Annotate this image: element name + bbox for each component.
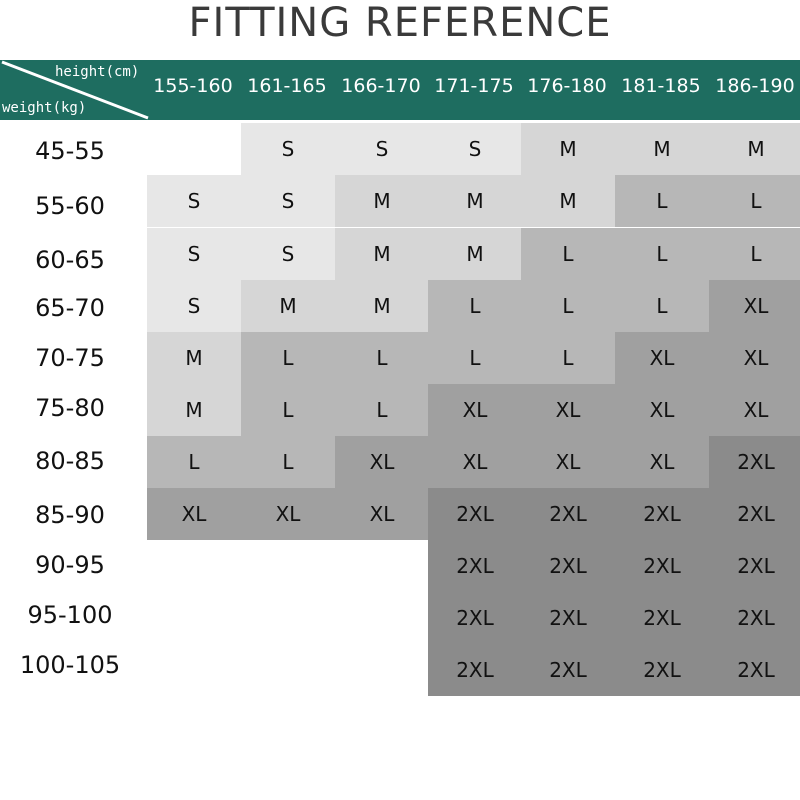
size-cell: 2XL	[521, 540, 615, 592]
weight-axis-label: weight(kg)	[2, 100, 87, 116]
size-cell: 2XL	[428, 540, 522, 592]
size-cell: 2XL	[521, 644, 615, 696]
size-cell: XL	[709, 384, 800, 436]
size-cell: 2XL	[709, 644, 800, 696]
row-label: 85-90	[35, 501, 105, 529]
column-header: 181-185	[621, 75, 701, 97]
size-cell: L	[521, 332, 615, 384]
size-cell: S	[335, 123, 429, 175]
size-cell: L	[521, 280, 615, 332]
size-cell: M	[147, 332, 241, 384]
size-cell: XL	[521, 436, 615, 488]
size-cell: 2XL	[428, 488, 522, 540]
size-cell: S	[241, 123, 335, 175]
column-header: 186-190	[715, 75, 795, 97]
size-cell: M	[521, 123, 615, 175]
size-cell: XL	[521, 384, 615, 436]
column-header: 176-180	[527, 75, 607, 97]
size-cell: 2XL	[428, 644, 522, 696]
column-header: 155-160	[153, 75, 233, 97]
size-cell: L	[709, 228, 800, 280]
size-cell: M	[335, 280, 429, 332]
size-cell: XL	[335, 436, 429, 488]
size-cell: XL	[615, 384, 709, 436]
size-cell: XL	[147, 488, 241, 540]
size-cell: XL	[428, 384, 522, 436]
size-cell: L	[241, 436, 335, 488]
size-cell: 2XL	[615, 592, 709, 644]
size-cell: XL	[428, 436, 522, 488]
size-cell: M	[709, 123, 800, 175]
size-cell: L	[428, 280, 522, 332]
row-label: 65-70	[35, 294, 105, 322]
row-label: 90-95	[35, 551, 105, 579]
row-label: 70-75	[35, 344, 105, 372]
size-cell: M	[615, 123, 709, 175]
size-cell: S	[241, 228, 335, 280]
size-cell: L	[335, 384, 429, 436]
size-cell: S	[147, 228, 241, 280]
height-axis-label: height(cm)	[55, 64, 140, 80]
row-label: 55-60	[35, 192, 105, 220]
row-label: 100-105	[19, 651, 121, 679]
size-cell: S	[147, 175, 241, 227]
row-label: 45-55	[35, 137, 105, 165]
size-cell: M	[428, 175, 522, 227]
size-cell: 2XL	[615, 644, 709, 696]
size-cell: L	[241, 384, 335, 436]
row-label: 95-100	[27, 601, 113, 629]
size-cell: 2XL	[709, 592, 800, 644]
row-label: 80-85	[35, 447, 105, 475]
size-cell: M	[521, 175, 615, 227]
size-cell: 2XL	[521, 592, 615, 644]
size-cell: XL	[241, 488, 335, 540]
size-cell: XL	[335, 488, 429, 540]
size-cell: 2XL	[521, 488, 615, 540]
size-cell: 2XL	[615, 540, 709, 592]
size-cell: XL	[615, 332, 709, 384]
size-cell: L	[615, 228, 709, 280]
size-cell: XL	[615, 436, 709, 488]
row-label: 75-80	[35, 394, 105, 422]
size-cell: L	[521, 228, 615, 280]
size-cell: S	[241, 175, 335, 227]
size-cell: M	[335, 175, 429, 227]
size-cell: M	[241, 280, 335, 332]
size-cell: L	[241, 332, 335, 384]
size-cell: L	[335, 332, 429, 384]
page-title: FITTING REFERENCE	[188, 0, 612, 46]
size-cell: S	[428, 123, 522, 175]
size-cell: L	[615, 175, 709, 227]
size-cell: 2XL	[709, 540, 800, 592]
row-label: 60-65	[35, 246, 105, 274]
size-cell: XL	[709, 332, 800, 384]
size-cell: 2XL	[428, 592, 522, 644]
size-cell: 2XL	[615, 488, 709, 540]
size-cell: 2XL	[709, 488, 800, 540]
size-cell: M	[335, 228, 429, 280]
size-cell: M	[428, 228, 522, 280]
size-cell: 2XL	[709, 436, 800, 488]
size-cell: L	[428, 332, 522, 384]
size-cell: S	[147, 280, 241, 332]
size-cell: XL	[709, 280, 800, 332]
column-header: 166-170	[341, 75, 421, 97]
size-cell: L	[615, 280, 709, 332]
size-cell: M	[147, 384, 241, 436]
column-header: 161-165	[247, 75, 327, 97]
size-cell: L	[147, 436, 241, 488]
column-header: 171-175	[434, 75, 514, 97]
size-cell: L	[709, 175, 800, 227]
